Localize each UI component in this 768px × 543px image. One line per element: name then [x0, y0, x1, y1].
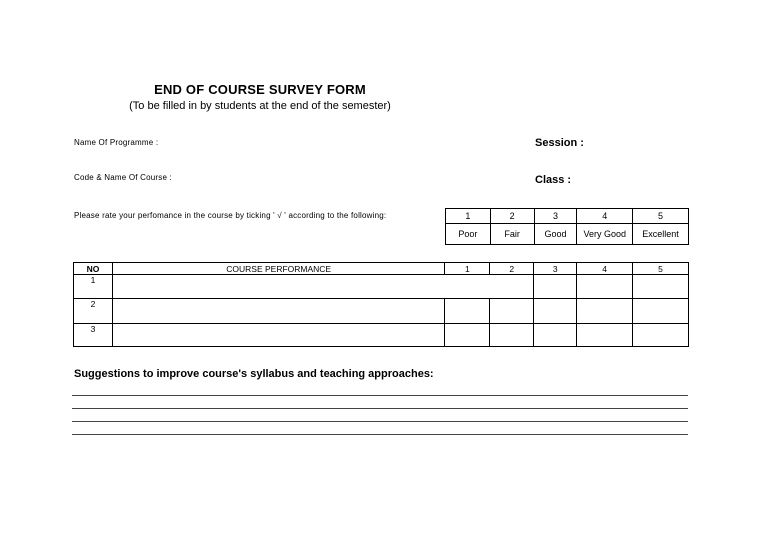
table-row: [74, 275, 689, 299]
header-rating: 2: [490, 263, 534, 275]
rating-labels-row: [446, 224, 689, 245]
suggestion-line[interactable]: [72, 395, 688, 396]
rating-cell[interactable]: [534, 299, 577, 324]
rating-cell[interactable]: [633, 299, 689, 324]
rating-number: 3: [534, 209, 577, 224]
suggestion-line[interactable]: [72, 434, 688, 435]
performance-cell[interactable]: [112, 324, 444, 347]
header-rating: 4: [577, 263, 633, 275]
header-rating: 1: [445, 263, 490, 275]
rating-cell[interactable]: [445, 299, 490, 324]
rating-numbers-row: [446, 209, 689, 224]
header-rating: 3: [534, 263, 577, 275]
rating-number: 5: [633, 209, 689, 224]
rating-number: 2: [490, 209, 534, 224]
suggestions-label: Suggestions to improve course's syllabus and teaching approaches:: [74, 368, 434, 380]
session-label: Session :: [535, 137, 584, 149]
rating-label: Poor: [446, 224, 491, 245]
rating-scale-table: [445, 208, 689, 245]
performance-table: [73, 262, 689, 347]
rating-cell[interactable]: [633, 275, 689, 299]
row-number: 2: [74, 299, 113, 324]
rating-cell[interactable]: [490, 299, 534, 324]
rating-cell[interactable]: [577, 299, 633, 324]
rating-cell[interactable]: [445, 324, 490, 347]
rating-number: 4: [577, 209, 633, 224]
table-row: [74, 324, 689, 347]
form-title: END OF COURSE SURVEY FORM: [154, 82, 366, 97]
suggestion-line[interactable]: [72, 408, 688, 409]
rating-cell[interactable]: [633, 324, 689, 347]
header-rating: 5: [633, 263, 689, 275]
rating-label: Very Good: [577, 224, 633, 245]
rating-instruction: Please rate your perfomance in the course by ticking ' √ ' according to the following:: [74, 211, 387, 220]
rating-label: Excellent: [633, 224, 689, 245]
rating-label: Fair: [490, 224, 534, 245]
rating-number: 1: [446, 209, 491, 224]
performance-cell[interactable]: [112, 275, 533, 299]
performance-header-row: [74, 263, 689, 275]
rating-cell[interactable]: [490, 324, 534, 347]
table-row: [74, 299, 689, 324]
class-label: Class :: [535, 174, 572, 186]
suggestion-line[interactable]: [72, 421, 688, 422]
form-subtitle: (To be filled in by students at the end of the semester): [129, 100, 391, 112]
programme-label: Name Of Programme :: [74, 138, 159, 147]
course-label: Code & Name Of Course :: [74, 173, 172, 182]
header-no: NO: [74, 263, 113, 275]
rating-cell[interactable]: [577, 324, 633, 347]
rating-label: Good: [534, 224, 577, 245]
rating-cell[interactable]: [534, 324, 577, 347]
header-course-performance: COURSE PERFORMANCE: [112, 263, 444, 275]
rating-cell[interactable]: [534, 275, 577, 299]
rating-cell[interactable]: [577, 275, 633, 299]
performance-cell[interactable]: [112, 299, 444, 324]
row-number: 3: [74, 324, 113, 347]
row-number: 1: [74, 275, 113, 299]
